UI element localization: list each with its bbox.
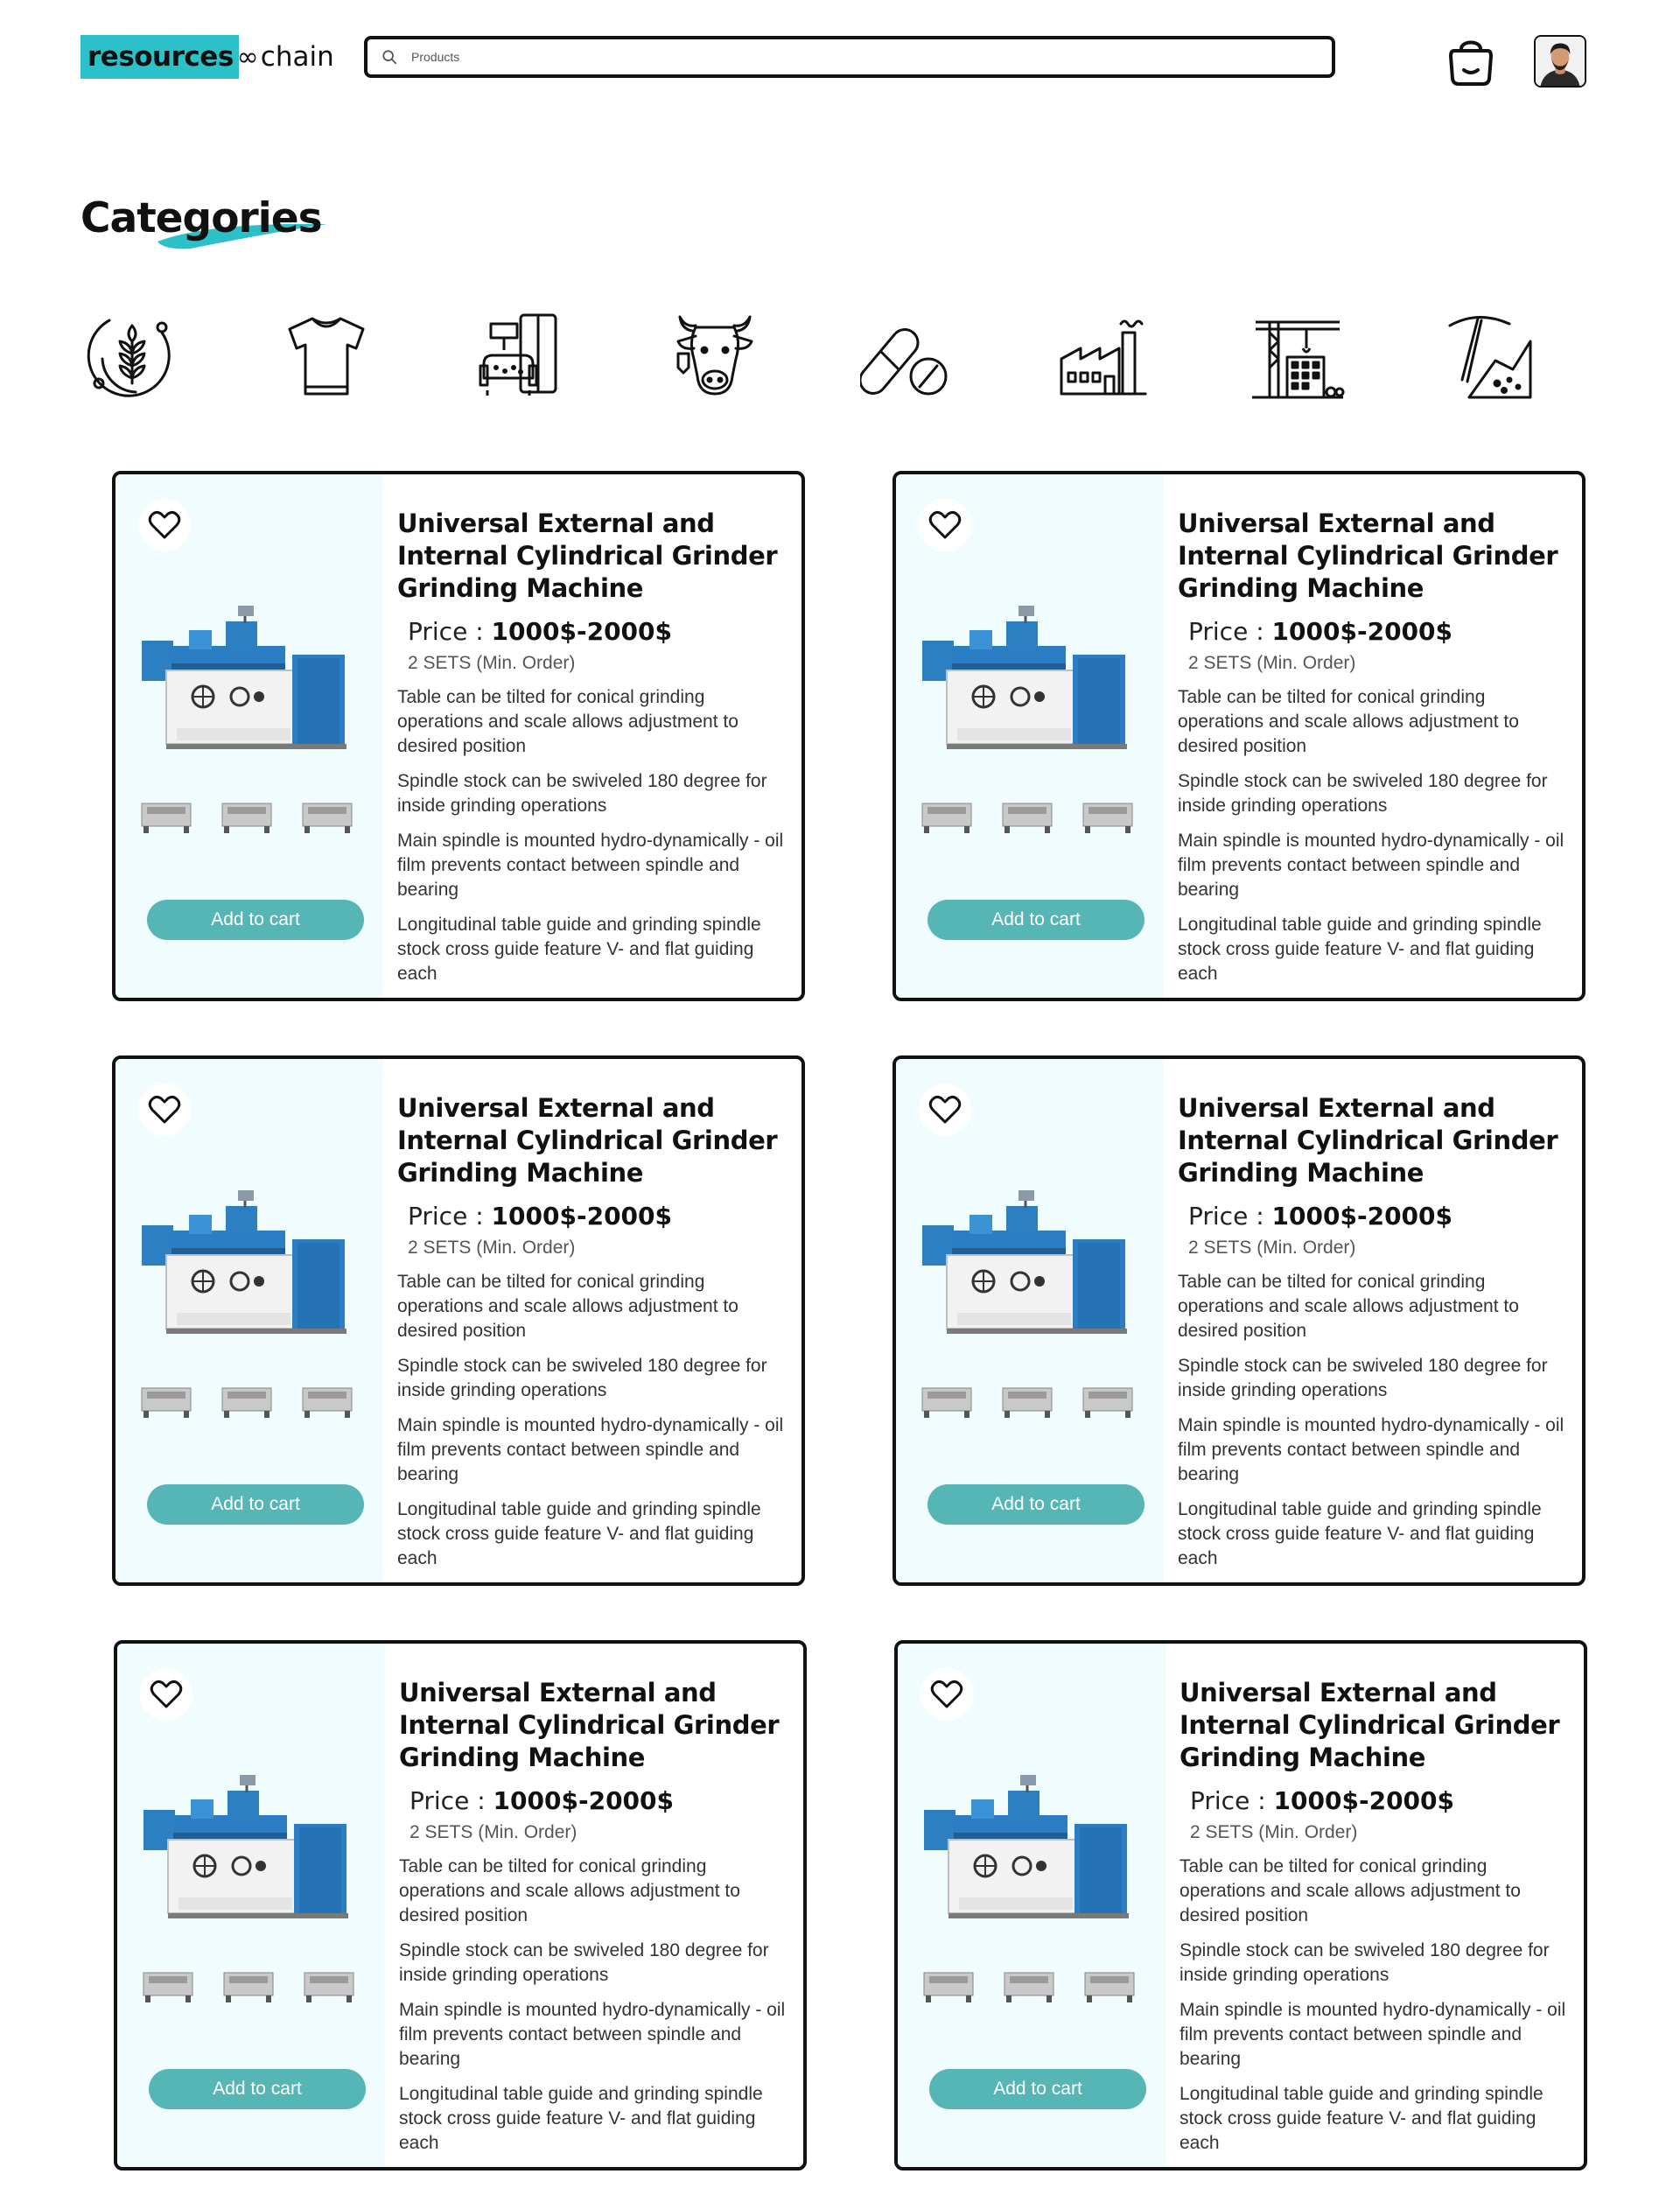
thumbnail-image[interactable] <box>1001 796 1054 835</box>
mining-icon[interactable] <box>1443 306 1541 404</box>
wishlist-button[interactable] <box>140 1668 192 1721</box>
product-price <box>1188 1202 1586 1231</box>
thumbnail-image[interactable] <box>1083 1966 1136 2004</box>
product-card[interactable] <box>894 1640 1587 2170</box>
min-order: 2 SETS (Min. Order) <box>408 653 576 673</box>
feature-text: Spindle stock can be swiveled 180 degree for inside grinding operations <box>399 1940 769 1985</box>
price-label: Price : <box>1188 1202 1264 1231</box>
product-card[interactable] <box>892 471 1586 1001</box>
product-details <box>1178 508 1586 986</box>
wishlist-button[interactable] <box>919 1083 971 1136</box>
thumbnail-image[interactable] <box>142 1966 194 2004</box>
product-media <box>898 1644 1166 2167</box>
heart-icon <box>150 1680 183 1709</box>
feature-text: Table can be tilted for conical grinding operations and scale allows adjustment to desired position <box>397 1272 738 1341</box>
product-card[interactable] <box>114 1640 807 2170</box>
feature-text: Table can be tilted for conical grinding operations and scale allows adjustment to desired position <box>1178 1272 1519 1341</box>
feature-text: Main spindle is mounted hydro-dynamically - oil film prevents contact between spindle and bearing <box>397 1415 784 1484</box>
heart-icon <box>148 1095 181 1125</box>
min-order: 2 SETS (Min. Order) <box>1188 653 1356 673</box>
product-details <box>397 508 805 986</box>
price-value: 1000$-2000$ <box>493 1786 674 1815</box>
thumbnail-strip <box>140 1381 368 1420</box>
search-input[interactable] <box>411 50 1199 64</box>
feature-text: Longitudinal table guide and grinding spindle stock cross guide feature V- and flat guiding each <box>399 2084 763 2153</box>
thumbnail-image[interactable] <box>140 796 192 835</box>
thumbnail-image[interactable] <box>922 1966 975 2004</box>
product-card[interactable] <box>892 1055 1586 1586</box>
feature-text: Spindle stock can be swiveled 180 degree for inside grinding operations <box>397 771 767 816</box>
feature-text: Longitudinal table guide and grinding spindle stock cross guide feature V- and flat guiding each <box>1180 2084 1544 2153</box>
product-image[interactable] <box>142 1190 352 1339</box>
add-to-cart-button[interactable]: Add to cart <box>149 2069 366 2109</box>
product-title[interactable]: Universal External and Internal Cylindrical Grinder Grinding Machine <box>1178 508 1558 603</box>
feature-text: Longitudinal table guide and grinding spindle stock cross guide feature V- and flat guiding each <box>397 1499 761 1568</box>
infinity-icon: ∞ <box>236 41 259 73</box>
min-order: 2 SETS (Min. Order) <box>1190 1822 1358 1842</box>
min-order: 2 SETS (Min. Order) <box>410 1822 578 1842</box>
product-title[interactable]: Universal External and Internal Cylindrical Grinder Grinding Machine <box>1178 1093 1558 1188</box>
product-details <box>1180 1677 1587 2156</box>
shopping-bag-icon[interactable] <box>1446 35 1496 88</box>
feature-text: Spindle stock can be swiveled 180 degree for inside grinding operations <box>1178 1356 1548 1400</box>
top-bar <box>0 0 1680 114</box>
product-title[interactable]: Universal External and Internal Cylindrical Grinder Grinding Machine <box>399 1678 780 1772</box>
product-image[interactable] <box>922 606 1132 754</box>
add-to-cart-button[interactable]: Add to cart <box>928 900 1144 940</box>
home-furniture-icon[interactable] <box>472 306 570 404</box>
product-price <box>408 1202 805 1231</box>
search-icon <box>382 49 397 65</box>
logo-text-resources: resources <box>88 41 234 73</box>
thumbnail-image[interactable] <box>140 1381 192 1420</box>
product-card[interactable] <box>112 471 805 1001</box>
min-order: 2 SETS (Min. Order) <box>1188 1238 1356 1258</box>
product-image[interactable] <box>144 1775 354 1924</box>
feature-text: Main spindle is mounted hydro-dynamically - oil film prevents contact between spindle and bearing <box>1180 2000 1566 2069</box>
thumbnail-image[interactable] <box>920 796 973 835</box>
thumbnail-strip <box>922 1966 1150 2004</box>
price-label: Price : <box>410 1786 486 1815</box>
livestock-icon[interactable] <box>666 306 764 404</box>
thumbnail-image[interactable] <box>1001 1381 1054 1420</box>
thumbnail-strip <box>920 1381 1148 1420</box>
heart-icon <box>930 1680 963 1709</box>
price-value: 1000$-2000$ <box>1271 617 1452 646</box>
category-list <box>83 306 1571 411</box>
feature-text: Main spindle is mounted hydro-dynamically - oil film prevents contact between spindle and bearing <box>1178 831 1564 900</box>
add-to-cart-button[interactable]: Add to cart <box>929 2069 1146 2109</box>
product-details <box>397 1092 805 1571</box>
price-label: Price : <box>408 1202 484 1231</box>
product-details <box>399 1677 807 2156</box>
logo-highlight <box>80 35 239 79</box>
feature-text: Spindle stock can be swiveled 180 degree for inside grinding operations <box>1178 771 1548 816</box>
heart-icon <box>928 510 962 540</box>
add-to-cart-button[interactable]: Add to cart <box>928 1484 1144 1525</box>
add-to-cart-button[interactable]: Add to cart <box>147 900 364 940</box>
pharma-icon[interactable] <box>860 306 958 404</box>
feature-text: Table can be tilted for conical grinding operations and scale allows adjustment to desired position <box>1180 1856 1521 1925</box>
add-to-cart-button[interactable]: Add to cart <box>147 1484 364 1525</box>
feature-text: Main spindle is mounted hydro-dynamically - oil film prevents contact between spindle and bearing <box>397 831 784 900</box>
feature-text: Longitudinal table guide and grinding spindle stock cross guide feature V- and flat guiding each <box>397 915 761 984</box>
product-price <box>1188 617 1586 646</box>
feature-text: Table can be tilted for conical grinding operations and scale allows adjustment to desired position <box>1178 687 1519 756</box>
product-price <box>1190 1786 1587 1815</box>
thumbnail-strip <box>920 796 1148 835</box>
apparel-icon[interactable] <box>277 306 375 404</box>
thumbnail-image[interactable] <box>301 796 354 835</box>
avatar[interactable] <box>1534 35 1586 88</box>
thumbnail-image[interactable] <box>1082 1381 1134 1420</box>
feature-text: Table can be tilted for conical grinding operations and scale allows adjustment to desired position <box>397 687 738 756</box>
feature-text: Table can be tilted for conical grinding operations and scale allows adjustment to desired position <box>399 1856 740 1925</box>
price-label: Price : <box>408 617 484 646</box>
product-media <box>116 474 383 998</box>
thumbnail-image[interactable] <box>220 1381 273 1420</box>
thumbnail-image[interactable] <box>1003 1966 1055 2004</box>
price-value: 1000$-2000$ <box>491 617 672 646</box>
product-details <box>1178 1092 1586 1571</box>
price-value: 1000$-2000$ <box>1271 1202 1452 1231</box>
construction-icon[interactable] <box>1249 306 1347 404</box>
feature-text: Longitudinal table guide and grinding spindle stock cross guide feature V- and flat guiding each <box>1178 1499 1542 1568</box>
product-media <box>896 1059 1164 1582</box>
thumbnail-image[interactable] <box>920 1381 973 1420</box>
product-price <box>410 1786 807 1815</box>
thumbnail-image[interactable] <box>220 796 273 835</box>
user-photo-icon <box>1536 37 1585 86</box>
thumbnail-image[interactable] <box>1082 796 1134 835</box>
heart-icon <box>148 510 181 540</box>
thumbnail-image[interactable] <box>303 1966 355 2004</box>
wishlist-button[interactable] <box>138 499 191 551</box>
thumbnail-strip <box>142 1966 369 2004</box>
price-label: Price : <box>1188 617 1264 646</box>
product-media <box>117 1644 385 2167</box>
feature-text: Main spindle is mounted hydro-dynamically - oil film prevents contact between spindle and bearing <box>1178 1415 1564 1484</box>
price-value: 1000$-2000$ <box>491 1202 672 1231</box>
logo-text-chain: chain <box>260 41 334 73</box>
product-image[interactable] <box>924 1775 1134 1924</box>
factory-icon[interactable] <box>1054 306 1152 404</box>
product-title[interactable]: Universal External and Internal Cylindrical Grinder Grinding Machine <box>397 1093 778 1188</box>
price-label: Price : <box>1190 1786 1266 1815</box>
heart-icon <box>928 1095 962 1125</box>
price-value: 1000$-2000$ <box>1273 1786 1454 1815</box>
product-media <box>896 474 1164 998</box>
feature-text: Spindle stock can be swiveled 180 degree for inside grinding operations <box>397 1356 767 1400</box>
feature-text: Longitudinal table guide and grinding spindle stock cross guide feature V- and flat guiding each <box>1178 915 1542 984</box>
thumbnail-strip <box>140 796 368 835</box>
product-card[interactable] <box>112 1055 805 1586</box>
wishlist-button[interactable] <box>920 1668 973 1721</box>
feature-text: Spindle stock can be swiveled 180 degree for inside grinding operations <box>1180 1940 1550 1985</box>
wishlist-button[interactable] <box>919 499 971 551</box>
agriculture-icon[interactable] <box>83 306 181 404</box>
product-title[interactable]: Universal External and Internal Cylindrical Grinder Grinding Machine <box>397 508 778 603</box>
feature-text: Main spindle is mounted hydro-dynamically - oil film prevents contact between spindle and bearing <box>399 2000 786 2069</box>
min-order: 2 SETS (Min. Order) <box>408 1238 576 1258</box>
product-image[interactable] <box>142 606 352 754</box>
product-media <box>116 1059 383 1582</box>
product-price <box>408 617 805 646</box>
product-title[interactable]: Universal External and Internal Cylindrical Grinder Grinding Machine <box>1180 1678 1560 1772</box>
wishlist-button[interactable] <box>138 1083 191 1136</box>
logo[interactable] <box>80 35 334 79</box>
thumbnail-image[interactable] <box>301 1381 354 1420</box>
categories-title: Categories <box>80 194 322 242</box>
thumbnail-image[interactable] <box>222 1966 275 2004</box>
product-image[interactable] <box>922 1190 1132 1339</box>
search-bar[interactable] <box>364 36 1335 78</box>
